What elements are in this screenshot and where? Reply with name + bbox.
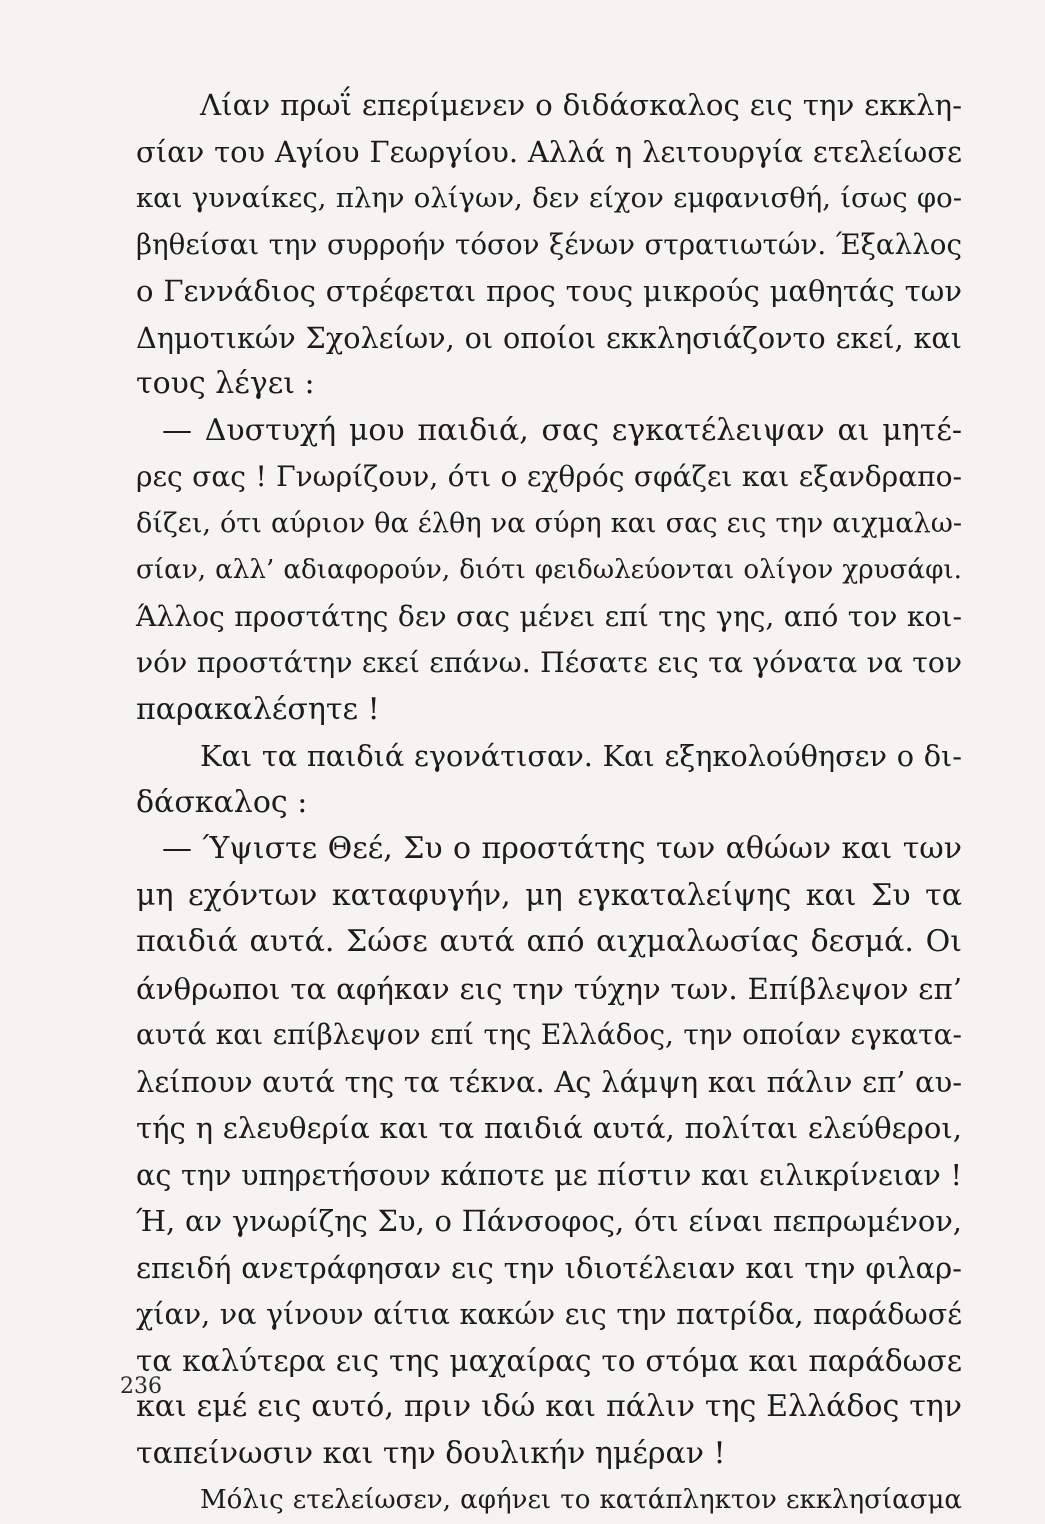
text-line: χίαν, να γίνουν αίτια κακών εις την πατρίδα, παράδωσέ <box>136 1297 962 1331</box>
text-line: παρακαλέσητε ! <box>136 691 380 727</box>
text-line: σίαν, αλλ’ αδιαφορούν, διότι φειδωλεύονται ολίγον χρυσάφι. <box>136 555 962 585</box>
text-line: — Ύψιστε Θεέ, Συ ο προστάτης των αθώων και των <box>162 831 962 866</box>
text-line: νόν προστάτην εκεί επάνω. Πέσατε εις τα γόνατα να τον <box>136 646 962 679</box>
text-line: και γυναίκες, πλην ολίγων, δεν είχον εμφανισθή, ίσως φο- <box>136 182 962 214</box>
body-text <box>136 82 962 1524</box>
text-line: τους λέγει : <box>136 366 315 401</box>
text-line: αυτά και επίβλεψον επί της Ελλάδος, την οποίαν εγκατα- <box>136 1018 962 1051</box>
text-line: Δημοτικών Σχολείων, οι οποίοι εκκλησιάζοντο εκεί, και <box>136 320 962 355</box>
text-line: λείπουν αυτά της τα τέκνα. Ας λάμψη και πάλιν επ’ αυ- <box>136 1064 962 1099</box>
text-line: τα καλύτερα εις της μαχαίρας το στόμα και παράδωσε <box>136 1343 962 1378</box>
text-line: — Δυστυχή μου παιδιά, σας εγκατέλειψαν αι μητέ- <box>162 412 962 448</box>
text-line: βηθείσαι την συρροήν τόσον ξένων στρατιωτών. Έξαλλος <box>136 227 962 261</box>
text-line: δάσκαλος : <box>136 784 308 820</box>
text-line: Άλλος προστάτης δεν σας μένει επί της γης, από τον κοι- <box>136 599 962 633</box>
text-line: επειδή ανετράφησαν εις την ιδιοτέλειαν και την φιλαρ- <box>136 1250 962 1285</box>
text-line: ταπείνωσιν και την δουλικήν ημέραν ! <box>136 1435 726 1471</box>
text-line: άνθρωποι τα αφήκαν εις την τύχην των. Επίβλεψον επ’ <box>136 971 962 1006</box>
text-line: ο Γεννάδιος στρέφεται προς τους μικρούς μαθητάς των <box>136 274 962 308</box>
text-line: σίαν του Αγίου Γεωργίου. Αλλά η λειτουργία ετελείωσε <box>136 134 962 169</box>
text-line: Και τα παιδιά εγονάτισαν. Και εξηκολούθησεν ο δι- <box>200 739 962 773</box>
text-line: ρες σας ! Γνωρίζουν, ότι ο εχθρός σφάζει και εξανδραπο- <box>136 460 962 493</box>
text-line: τής η ελευθερία και τα παιδιά αυτά, πολίται ελεύθεροι, <box>136 1111 962 1145</box>
page-number: 236 <box>120 1374 162 1399</box>
text-line: παιδιά αυτά. Σώσε αυτά από αιχμαλωσίας δεσμά. Οι <box>136 924 962 959</box>
text-line: Λίαν πρωΐ επερίμενεν ο διδάσκαλος εις την εκκλη- <box>200 88 962 122</box>
text-line: δίζει, ότι αύριον θα έλθη να σύρη και σας εις την αιχμαλω- <box>136 507 962 539</box>
text-line: ας την υπηρετήσουν κάποτε με πίστιν και ειλικρίνειαν ! <box>136 1157 962 1192</box>
text-line: Ή, αν γνωρίζης Συ, ο Πάνσοφος, ότι είναι πεπρωμένον, <box>136 1204 962 1238</box>
text-line: Μόλις ετελείωσεν, αφήνει το κατάπληκτον εκκλησίασμα <box>200 1485 962 1515</box>
text-line: μη εχόντων καταφυγήν, μη εγκαταλείψης και Συ τα <box>136 877 962 913</box>
text-line: και εμέ εις αυτό, πριν ιδώ και πάλιν της Ελλάδος την <box>136 1389 962 1424</box>
